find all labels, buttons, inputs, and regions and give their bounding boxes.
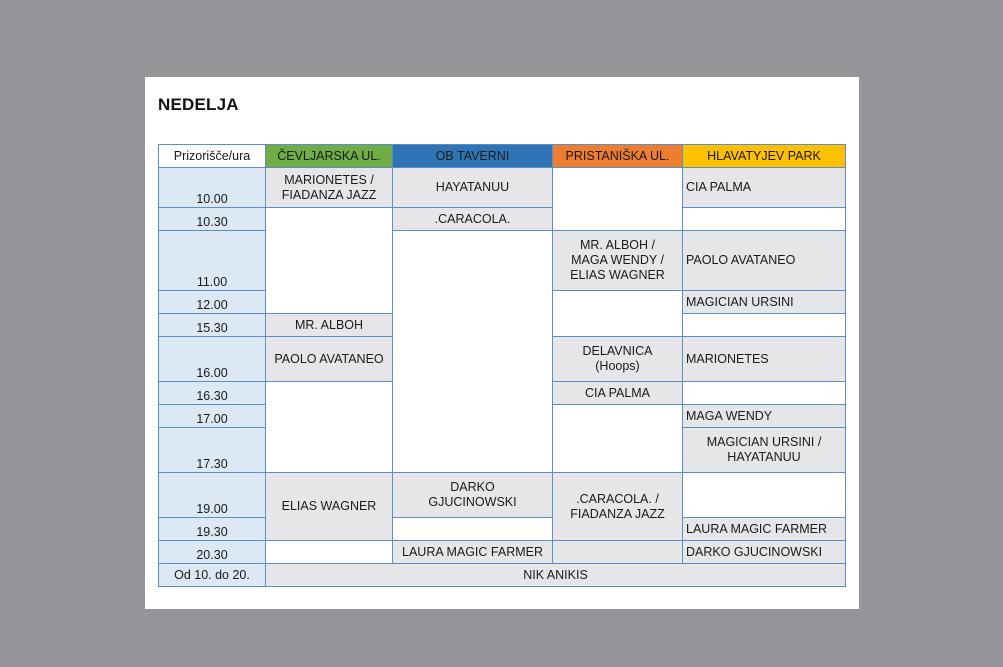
event-cell	[393, 473, 553, 518]
event-cell: LAURA MAGIC FARMER	[393, 541, 553, 564]
empty-cell	[553, 291, 683, 337]
event-line: MR. ALBOH /	[579, 238, 656, 252]
time-cell: 20.30	[159, 541, 266, 564]
empty-cell	[553, 405, 683, 473]
empty-cell	[683, 314, 846, 337]
event-line: (Hoops)	[595, 359, 640, 373]
empty-cell	[393, 518, 553, 541]
event-cell	[266, 168, 393, 208]
empty-cell	[683, 208, 846, 231]
empty-cell	[266, 382, 393, 473]
time-cell: 15.30	[159, 314, 266, 337]
event-line: FIADANZA JAZZ	[570, 506, 665, 521]
table-row	[159, 208, 846, 231]
event-cell: CIA PALMA	[553, 382, 683, 405]
event-cell: MARIONETES	[683, 337, 846, 382]
event-line: .CARACOLA. /	[576, 491, 659, 506]
event-cell: MR. ALBOH	[266, 314, 393, 337]
header-hlavatyjev-park: HLAVATYJEV PARK	[683, 145, 846, 168]
event-cell: MAGA WENDY	[683, 405, 846, 428]
table-row	[159, 541, 846, 564]
table-row	[159, 518, 846, 541]
time-cell: 17.30	[159, 428, 266, 473]
header-row	[159, 145, 846, 168]
event-cell: PAOLO AVATANEO	[683, 231, 846, 291]
event-cell: .CARACOLA.	[393, 208, 553, 231]
event-cell: HAYATANUU	[393, 168, 553, 208]
event-cell: MAGICIAN URSINI	[683, 291, 846, 314]
time-cell: 16.30	[159, 382, 266, 405]
event-cell: NIK ANIKIS	[266, 564, 846, 587]
schedule-table	[158, 144, 846, 587]
event-line: DELAVNICA	[582, 344, 653, 358]
event-line: MAGA WENDY /	[571, 253, 664, 267]
event-line: FIADANZA JAZZ	[281, 187, 377, 202]
empty-cell	[683, 382, 846, 405]
event-line: ELIAS WAGNER	[570, 268, 665, 282]
table-row	[159, 473, 846, 518]
empty-cell	[393, 231, 553, 473]
header-venue-time: Prizorišče/ura	[159, 145, 266, 168]
table-row	[159, 168, 846, 208]
event-line: MAGICIAN URSINI /	[706, 435, 822, 449]
event-cell: DARKO GJUCINOWSKI	[683, 541, 846, 564]
event-cell: CIA PALMA	[683, 168, 846, 208]
empty-cell	[553, 541, 683, 564]
time-cell: 19.30	[159, 518, 266, 541]
time-cell: 19.00	[159, 473, 266, 518]
schedule-sheet	[145, 77, 859, 609]
event-cell: ELIAS WAGNER	[266, 473, 393, 541]
event-line: DARKO	[450, 480, 495, 494]
event-cell: LAURA MAGIC FARMER	[683, 518, 846, 541]
time-cell: 16.00	[159, 337, 266, 382]
event-line: HAYATANUU	[727, 450, 801, 464]
event-cell	[553, 473, 683, 541]
header-pristaniska: PRISTANIŠKA UL.	[553, 145, 683, 168]
event-cell	[553, 337, 683, 382]
empty-cell	[266, 208, 393, 314]
time-cell: 12.00	[159, 291, 266, 314]
event-line: MARIONETES /	[284, 172, 374, 187]
table-row	[159, 564, 846, 587]
time-cell: 10.30	[159, 208, 266, 231]
event-cell: PAOLO AVATANEO	[266, 337, 393, 382]
time-cell: 10.00	[159, 168, 266, 208]
event-cell	[683, 428, 846, 473]
time-cell: Od 10. do 20.	[159, 564, 266, 587]
table-row	[159, 231, 846, 291]
page-title: NEDELJA	[158, 95, 239, 114]
header-ob-taverni: OB TAVERNI	[393, 145, 553, 168]
time-cell: 11.00	[159, 231, 266, 291]
time-cell: 17.00	[159, 405, 266, 428]
empty-cell	[553, 168, 683, 231]
event-cell	[553, 231, 683, 291]
event-line: GJUCINOWSKI	[428, 495, 517, 509]
header-cevljarska: ČEVLJARSKA UL.	[266, 145, 393, 168]
empty-cell	[266, 541, 393, 564]
